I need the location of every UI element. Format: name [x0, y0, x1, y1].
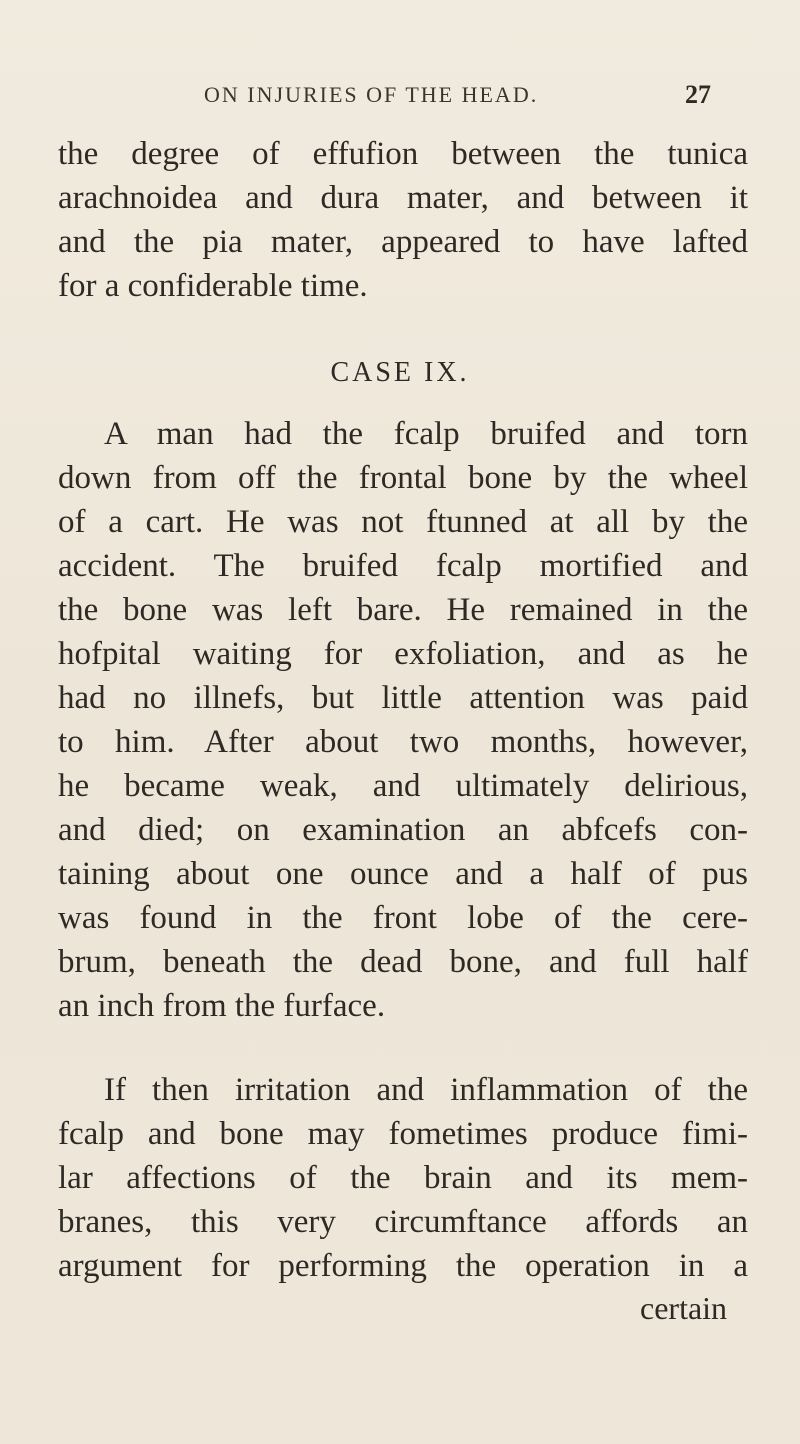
text-line: A man had the fcalp bruifed and torn	[104, 416, 748, 452]
text-line: argument for performing the operation in a	[58, 1248, 748, 1284]
text-line: the bone was left bare. He remained in the	[58, 592, 748, 628]
page-number: 27	[685, 80, 711, 109]
text-line: hofpital waiting for exfoliation, and as he	[58, 636, 748, 672]
text-line: to him. After about two months, however,	[58, 724, 748, 760]
text-line: arachnoidea and dura mater, and between it	[58, 180, 748, 216]
case-heading: CASE IX.	[330, 357, 470, 388]
text-line: he became weak, and ultimately delirious,	[58, 768, 748, 804]
text-line: for a confiderable time.	[58, 268, 368, 304]
text-line: taining about one ounce and a half of pus	[58, 856, 748, 892]
running-head	[0, 82, 800, 122]
text-line: of a cart. He was not ftunned at all by the	[58, 504, 748, 540]
text-line: and the pia mater, appeared to have lafted	[58, 224, 748, 260]
text-line: was found in the front lobe of the cere-	[58, 900, 748, 936]
running-title: ON INJURIES OF THE HEAD.	[204, 82, 539, 107]
text-line: the degree of effufion between the tunica	[58, 136, 748, 172]
text-line: had no illnefs, but little attention was paid	[58, 680, 748, 716]
catchword: certain	[640, 1290, 728, 1326]
text-line: an inch from the furface.	[58, 988, 386, 1024]
text-line: If then irritation and inflammation of the	[104, 1072, 748, 1108]
text-line: brum, beneath the dead bone, and full half	[58, 944, 748, 980]
text-line: down from off the frontal bone by the wheel	[58, 460, 748, 496]
text-line: accident. The bruifed fcalp mortified and	[58, 548, 748, 584]
text-line: fcalp and bone may fometimes produce fimi-	[58, 1116, 748, 1152]
text-line: and died; on examination an abfcefs con-	[58, 812, 748, 848]
text-line: lar affections of the brain and its mem-	[58, 1160, 748, 1196]
text-line: branes, this very circumftance affords an	[58, 1204, 748, 1240]
